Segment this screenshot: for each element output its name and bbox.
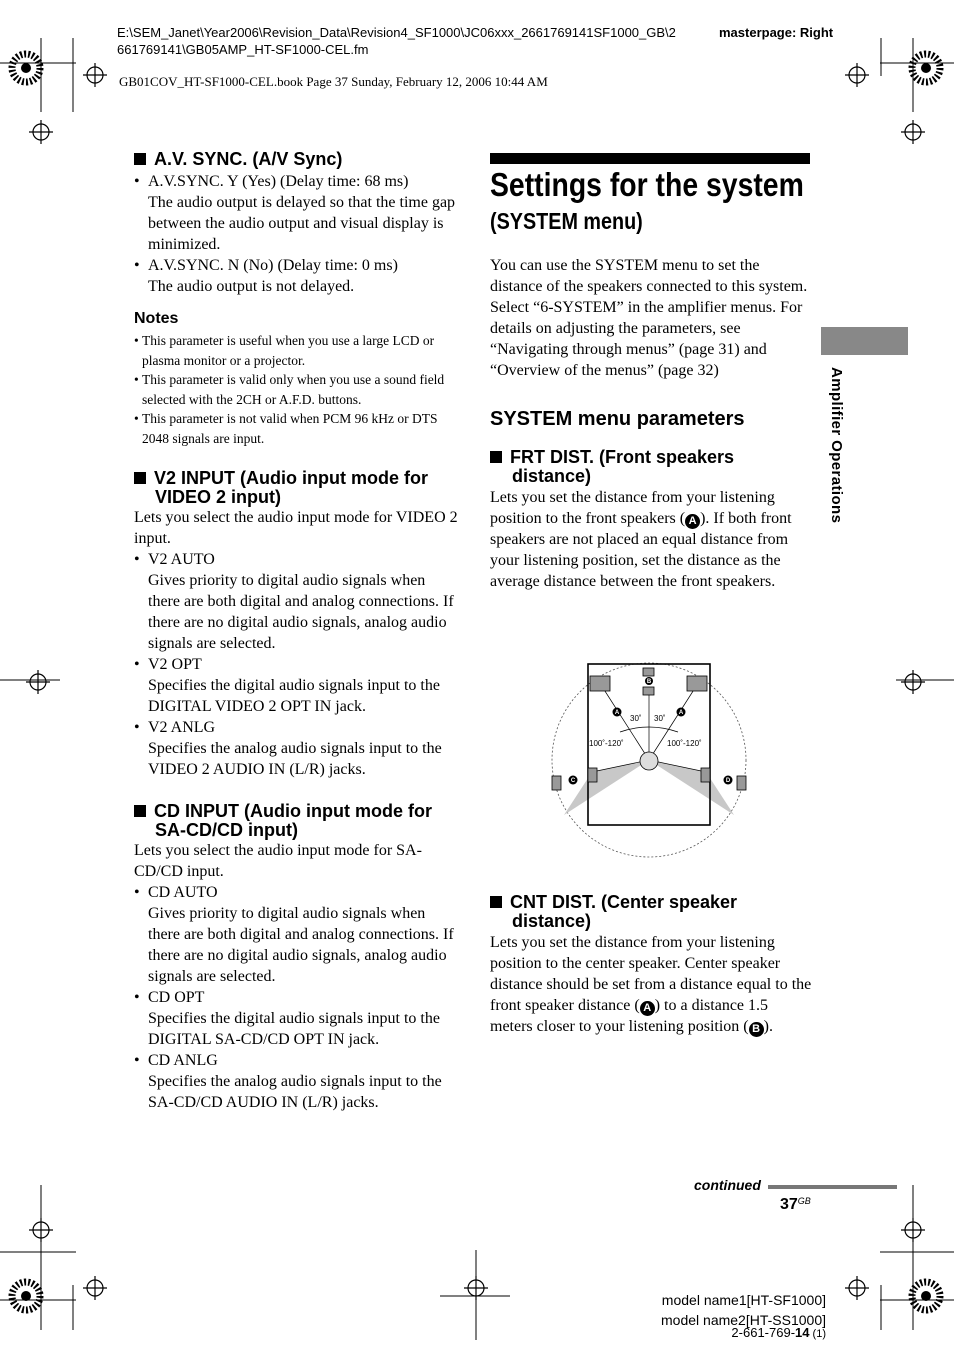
square-bullet-icon bbox=[490, 451, 502, 463]
frt-dist-text: Lets you set the distance from your listening position to the front speakers ( A ). If both front speakers are not placed an equal distance from your listening position, set the distance as the average distance between the front speakers. bbox=[490, 489, 792, 590]
marker-a-right: A bbox=[678, 710, 684, 717]
cnt-dist-text: Lets you set the distance from your listening position to the center speaker. Center speaker distance should be set from a distance equal to the front speaker distance ( A ) to a distance 1.5 meters closer to your listening position ( B ). bbox=[490, 934, 812, 1035]
v2-input-list bbox=[134, 549, 459, 780]
side-tab-label: Amplifier Operations bbox=[828, 367, 845, 524]
speaker-placement-diagram bbox=[548, 660, 748, 865]
page-number: $37^{GB}$ bbox=[780, 1196, 811, 1213]
note-item: • This parameter is not valid when PCM 96 kHz or DTS 2048 signals are input. bbox=[134, 409, 459, 448]
list-item-desc: Specifies the analog audio signals input to the VIDEO 2 AUDIO IN (L/R) jacks. bbox=[148, 740, 442, 778]
av-sync-heading: A.V. SYNC. (A/V Sync) bbox=[134, 150, 459, 169]
surround-left-zone bbox=[564, 760, 649, 815]
notes-heading: Notes bbox=[134, 310, 179, 327]
cd-input-heading: CD INPUT (Audio input mode for SA-CD/CD input) bbox=[134, 802, 459, 840]
cd-input-list bbox=[134, 882, 459, 1113]
marker-a-icon: A bbox=[685, 514, 700, 529]
file-path-line2: 661769141\GB05AMP_HT-SF1000-CEL.fm bbox=[117, 42, 369, 57]
left-column bbox=[134, 150, 459, 1113]
model-name-2: model name2[HT-SS1000] bbox=[661, 1312, 826, 1328]
list-item: • CD ANLG bbox=[134, 1050, 459, 1071]
surround-left-near-speaker-icon bbox=[588, 768, 597, 782]
page-title: Settings for the system bbox=[490, 166, 804, 203]
right-column bbox=[490, 255, 812, 592]
square-bullet-icon bbox=[134, 472, 146, 484]
list-item: • V2 ANLG bbox=[134, 717, 459, 738]
square-bullet-icon bbox=[134, 153, 146, 165]
v2-input-heading: V2 INPUT (Audio input mode for VIDEO 2 input) bbox=[134, 469, 459, 507]
v2-input-intro: Lets you select the audio input mode for VIDEO 2 input. bbox=[134, 509, 458, 547]
model-name-1: model name1[HT-SF1000] bbox=[661, 1292, 826, 1308]
list-item-desc: Specifies the analog audio signals input to the SA-CD/CD AUDIO IN (L/R) jacks. bbox=[148, 1073, 442, 1111]
surround-right-speaker-icon bbox=[737, 776, 746, 790]
intro-paragraph: You can use the SYSTEM menu to set the distance of the speakers connected to this system. bbox=[490, 257, 808, 295]
angle-right-label: 30˚ bbox=[654, 714, 666, 723]
cnt-dist-heading: CNT DIST. (Center speaker distance) bbox=[490, 893, 812, 931]
range-left-label: 100˚-120˚ bbox=[589, 739, 624, 748]
range-right-label: 100˚-120˚ bbox=[667, 739, 702, 748]
angle-left-label: 30˚ bbox=[630, 714, 642, 723]
list-item-desc: Gives priority to digital audio signals when there are both digital and analog connections. If there are no digital audio signals, analog audio signals are selected. bbox=[148, 572, 454, 652]
list-item-desc: The audio output is delayed so that the time gap between the audio output and visual display is minimized. bbox=[148, 194, 456, 253]
book-info: GB01COV_HT-SF1000-CEL.book Page 37 Sunday, February 12, 2006 10:44 AM bbox=[119, 74, 548, 89]
list-item: • CD OPT bbox=[134, 987, 459, 1008]
note-item: • This parameter is valid only when you use a sound field selected with the 2CH or A.F.D. buttons. bbox=[134, 370, 459, 409]
surround-left-speaker-icon bbox=[552, 776, 561, 790]
front-left-speaker-icon bbox=[590, 676, 610, 691]
title-rule bbox=[490, 153, 810, 164]
list-item-desc: Specifies the digital audio signals input to the DIGITAL SA-CD/CD OPT IN jack. bbox=[148, 1010, 440, 1048]
list-item: • A.V.SYNC. N (No) (Delay time: 0 ms) bbox=[134, 255, 459, 276]
square-bullet-icon bbox=[134, 805, 146, 817]
side-tab bbox=[828, 367, 852, 567]
cnt-dist-section bbox=[490, 893, 812, 1037]
marker-a-left: A bbox=[614, 710, 620, 717]
side-tab-bar bbox=[821, 327, 908, 355]
front-right-speaker-icon bbox=[687, 676, 707, 691]
notes-list bbox=[134, 331, 459, 448]
model-info bbox=[646, 1290, 826, 1330]
list-item-desc: The audio output is not delayed. bbox=[148, 278, 355, 295]
marker-d: D bbox=[725, 778, 731, 785]
list-item: • V2 OPT bbox=[134, 654, 459, 675]
continued-label: continued bbox=[694, 1177, 761, 1193]
cd-input-intro: Lets you select the audio input mode for SA-CD/CD input. bbox=[134, 842, 422, 880]
part-code: 2-661-769-14 (1) bbox=[731, 1325, 826, 1340]
file-path bbox=[117, 24, 707, 58]
surround-right-near-speaker-icon bbox=[701, 768, 710, 782]
list-item-desc: Gives priority to digital audio signals when there are both digital and analog connections. If there are no digital audio signals, analog audio signals are selected. bbox=[148, 905, 454, 985]
av-sync-list bbox=[134, 171, 459, 297]
masterpage-label: masterpage: Right bbox=[719, 25, 834, 40]
frt-dist-heading: FRT DIST. (Front speakers distance) bbox=[490, 448, 812, 486]
marker-b: B bbox=[646, 679, 652, 685]
page-subtitle: (SYSTEM menu) bbox=[490, 208, 643, 234]
file-path-line1: E:\SEM_Janet\Year2006\Revision_Data\Revision4_SF1000\JC06xxx_2661769141SF1000_GB\2 bbox=[117, 25, 676, 40]
note-item: • This parameter is useful when you use a large LCD or plasma monitor or a projector. bbox=[134, 331, 459, 370]
marker-b-icon: B bbox=[749, 1022, 764, 1037]
list-item: • V2 AUTO bbox=[134, 549, 459, 570]
continued-rule bbox=[768, 1185, 897, 1189]
intro-paragraph: Select “6-SYSTEM” in the amplifier menus. For details on adjusting the parameters, see “Navigating through menus” (page 31) and “Overview of the menus” (page 32) bbox=[490, 299, 803, 379]
marker-a-icon: A bbox=[640, 1001, 655, 1016]
list-item: • A.V.SYNC. Y (Yes) (Delay time: 68 ms) bbox=[134, 171, 459, 192]
center-speaker-near-icon bbox=[643, 687, 654, 695]
center-speaker-icon bbox=[643, 668, 654, 676]
list-item-desc: Specifies the digital audio signals input to the DIGITAL VIDEO 2 OPT IN jack. bbox=[148, 677, 440, 715]
square-bullet-icon bbox=[490, 896, 502, 908]
params-heading: SYSTEM menu parameters bbox=[490, 408, 745, 430]
surround-right-zone bbox=[649, 760, 734, 815]
listener-icon bbox=[640, 752, 658, 770]
list-item: • CD AUTO bbox=[134, 882, 459, 903]
marker-c: C bbox=[570, 778, 576, 785]
